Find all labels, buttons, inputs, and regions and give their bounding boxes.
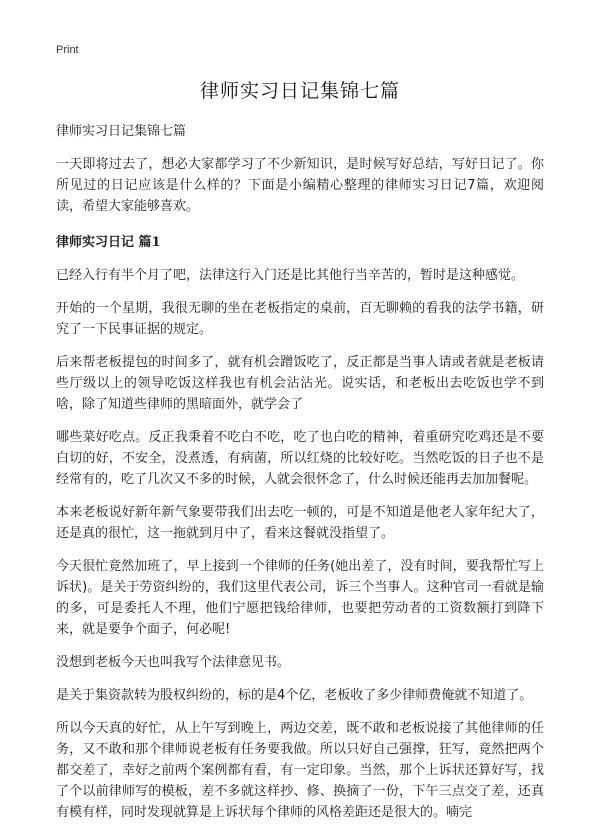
paragraph: 本来老板说好新年新气象要带我们出去吃一顿的，可是不知道是他老人家年纪大了，还是真的很忙，这一拖就到月中了，看来这餐就没指望了。 <box>56 505 544 541</box>
document-title: 律师实习日记集锦七篇 <box>199 80 400 102</box>
paragraph: 没想到老板今天也叫我写个法律意见书。 <box>56 655 291 670</box>
paragraph: 开始的一个星期，我很无聊的坐在老板指定的桌前，百无聊赖的看我的法学书籍，研究了一下民事证据的规定。 <box>56 301 544 337</box>
intro-paragraph: 一天即将过去了，想必大家都学习了不少新知识，是时候写好总结，写好日记了。你所见过的日记应该是什么样的？下面是小编精心整理的律师实习日记7篇，欢迎阅读，希望大家能够喜欢。 <box>56 157 544 214</box>
paragraph: 哪些菜好吃点。反正我秉着不吃白不吃，吃了也白吃的精神，着重研究吃鸡还是不要白切的好，不安全，没煮透，有病菌，所以红烧的比较好吃。当然吃饭的日子也不是经常有的，吃了几次又不多的时候，人就会很怀念了，什么时候还能再去加加餐呢。 <box>56 430 544 487</box>
paragraph: 今天很忙竟然加班了，早上接到一个律师的任务(她出差了，没有时间，要我帮忙写上诉状)。是关于劳资纠纷的，我们这里代表公司，诉三个当事人。这种官司一看就是输的多，可是委托人不理，他们宁愿把钱给律师，也要把劳动者的工资数额打到降下来，就是要争个面子，何必呢! <box>56 559 544 637</box>
paragraph: 是关于集资款转为股权纠纷的，标的是4个亿，老板收了多少律师费俺就不知道了。 <box>56 688 533 703</box>
paragraph: 已经入行有半个月了吧，法律这行入门还是比其他行当辛苦的，暂时是这种感觉。 <box>56 268 525 283</box>
section-heading: 律师实习日记 篇1 <box>56 235 161 250</box>
paragraph: 后来帮老板提包的时间多了，就有机会蹭饭吃了，反正都是当事人请或者就是老板请些厅级以上的领导吃饭这样我也有机会沾沾光。说实话，和老板出去吃饭也学不到啥，除了知道些律师的黑暗面外，就学会了 <box>56 355 544 412</box>
paragraph: 所以今天真的好忙，从上午写到晚上，两边交差，既不敢和老板说接了其他律师的任务，又不敢和那个律师说老板有任务要我做。所以只好自己强撑，狂写，竟然把两个都交差了，幸好之前两个案例都有看，有一定印象。当然，那个上诉状还算好写，找了个以前律师写的模板，差不多就这样抄、修、换摘了一份，下午三点交了差，还真有模有样，同时发现就算是上诉状每个律师的风格差距还是很大的。喃完 <box>56 721 544 820</box>
print-link[interactable]: Print <box>56 44 79 56</box>
document-subtitle: 律师实习日记集锦七篇 <box>56 124 187 139</box>
document-body <box>56 122 544 828</box>
